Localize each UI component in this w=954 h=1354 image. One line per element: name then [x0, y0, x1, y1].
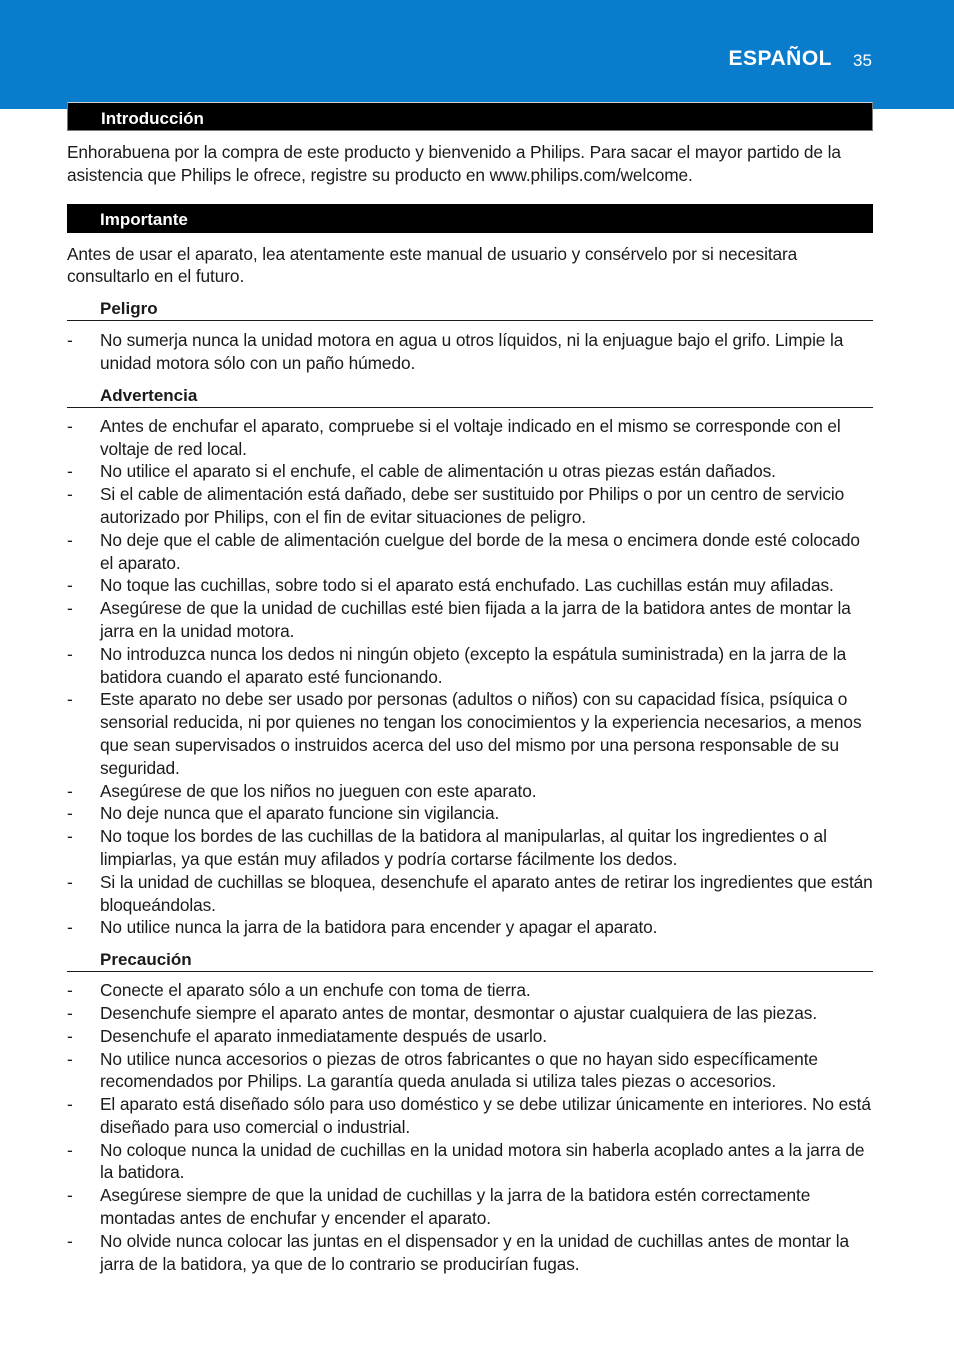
- advertencia-list: [67, 415, 873, 939]
- list-item: [67, 529, 875, 575]
- bullet-dash: -: [67, 780, 73, 801]
- subsection-title-peligro: Peligro: [67, 296, 873, 321]
- list-item: [67, 329, 875, 375]
- bullet-dash: -: [67, 980, 73, 1001]
- precaucion-list: [67, 979, 873, 1275]
- list-item-text: No sumerja nunca la unidad motora en agua u otros líquidos, ni la enjuague bajo el grifo. Limpie la unidad motora sólo con un paño húmedo.: [100, 330, 844, 373]
- bullet-dash: -: [67, 1230, 73, 1251]
- list-item-text: Asegúrese siempre de que la unidad de cuchillas y la jarra de la batidora estén correctamente montadas antes de enchufar y encender el aparato.: [100, 1185, 811, 1229]
- bullet-dash: -: [67, 529, 73, 550]
- section-title-introduccion: Introducción: [67, 102, 873, 131]
- list-item-text: No introduzca nunca los dedos ni ningún objeto (excepto la espátula suministrada) en la jarra de la batidora cuando el aparato esté funcionando.: [100, 643, 847, 687]
- intro-paragraph: Enhorabuena por la compra de este producto y bienvenido a Philips. Para sacar el mayor partido de la asistencia que Philips le ofrece, registre su producto en www.philips.com/welcome.: [67, 142, 841, 185]
- list-item-text: No utilice el aparato si el enchufe, el cable de alimentación u otras piezas están dañados.: [100, 461, 776, 482]
- important-paragraph: Antes de usar el aparato, lea atentamente este manual de usuario y consérvelo por si necesitara consultarlo en el futuro.: [67, 243, 798, 287]
- list-item-text: Antes de enchufar el aparato, compruebe si el voltaje indicado en el mismo se corresponde con el voltaje de red local.: [100, 415, 841, 459]
- list-item: [67, 1025, 875, 1048]
- list-item-text: No olvide nunca colocar las juntas en el dispensador y en la unidad de cuchillas antes de montar la jarra de la batidora, ya que de lo contrario se producirían fugas.: [100, 1230, 850, 1274]
- bullet-dash: -: [67, 689, 73, 710]
- list-item-text: Asegúrese de que los niños no jueguen con este aparato.: [100, 780, 537, 801]
- bullet-dash: -: [67, 598, 73, 619]
- list-item-text: No deje que el cable de alimentación cuelgue del borde de la mesa o encimera donde esté colocado el aparato.: [100, 529, 860, 573]
- list-item-text: El aparato está diseñado sólo para uso doméstico y se debe utilizar únicamente en interiores. No está diseñado para uso comercial o industrial.: [100, 1094, 871, 1137]
- list-item: [67, 871, 875, 917]
- list-item: [67, 1184, 875, 1230]
- list-item: [67, 979, 875, 1002]
- bullet-dash: -: [67, 484, 73, 505]
- subsection-title-precaucion: Precaución: [67, 947, 873, 972]
- bullet-dash: -: [67, 917, 73, 938]
- list-item: [67, 643, 875, 689]
- list-item: [67, 1139, 875, 1185]
- bullet-dash: -: [67, 643, 73, 664]
- bullet-dash: -: [67, 803, 73, 824]
- list-item-text: No toque las cuchillas, sobre todo si el aparato está enchufado. Las cuchillas están muy afiladas.: [100, 575, 834, 596]
- bullet-dash: -: [67, 1002, 73, 1023]
- list-item: [67, 1093, 875, 1139]
- list-item: [67, 1230, 875, 1276]
- list-item: [67, 460, 875, 483]
- list-item: [67, 1002, 875, 1025]
- list-item: [67, 916, 875, 939]
- bullet-dash: -: [67, 1048, 73, 1069]
- list-item-text: Asegúrese de que la unidad de cuchillas esté bien fijada a la jarra de la batidora antes de montar la jarra en la unidad motora.: [100, 598, 851, 641]
- header-bar: [0, 0, 954, 109]
- list-item: [67, 780, 875, 803]
- list-item-text: No utilice nunca la jarra de la batidora para encender y apagar el aparato.: [100, 917, 658, 938]
- page-number: 35: [853, 51, 872, 70]
- list-item-text: Si el cable de alimentación está dañado, debe ser sustituido por Philips o por un centro de servicio autorizado por Philips, con el fin de evitar situaciones de peligro.: [100, 484, 845, 527]
- list-item-text: No coloque nunca la unidad de cuchillas en la unidad motora sin haberla acoplado antes a la jarra de la batidora.: [100, 1139, 865, 1183]
- bullet-dash: -: [67, 1139, 73, 1160]
- list-item: [67, 597, 875, 643]
- language-label: ESPAÑOL: [728, 47, 832, 70]
- bullet-dash: -: [67, 415, 73, 436]
- list-item-text: Este aparato no debe ser usado por personas (adultos o niños) con su capacidad física, psíquica o sensorial reducida, ni por quienes no tengan los conocimientos y la experiencia necesarios, a menos que sean supervisados o instruidos acerca del uso del mismo por una persona responsable de su seguridad.: [100, 689, 862, 778]
- section-title-importante: Importante: [67, 204, 873, 233]
- subsection-title-advertencia: Advertencia: [67, 383, 873, 408]
- page-content: [67, 102, 873, 1275]
- list-item-text: Si la unidad de cuchillas se bloquea, desenchufe el aparato antes de retirar los ingredientes que están bloqueándolas.: [100, 871, 873, 915]
- list-item: [67, 483, 875, 529]
- bullet-dash: -: [67, 1025, 73, 1046]
- list-item-text: Conecte el aparato sólo a un enchufe con toma de tierra.: [100, 980, 531, 1001]
- bullet-dash: -: [67, 871, 73, 892]
- bullet-dash: -: [67, 826, 73, 847]
- list-item-text: No deje nunca que el aparato funcione sin vigilancia.: [100, 803, 500, 824]
- peligro-list: [67, 329, 873, 375]
- list-item: [67, 688, 875, 779]
- list-item: [67, 415, 875, 461]
- bullet-dash: -: [67, 1185, 73, 1206]
- list-item-text: Desenchufe el aparato inmediatamente después de usarlo.: [100, 1025, 547, 1046]
- bullet-dash: -: [67, 461, 73, 482]
- list-item: [67, 1048, 875, 1094]
- list-item: [67, 825, 875, 871]
- list-item-text: No utilice nunca accesorios o piezas de otros fabricantes o que no hayan sido específicamente recomendados por Philips. La garantía queda anulada si utiliza tales piezas o accesorios.: [100, 1048, 818, 1092]
- bullet-dash: -: [67, 575, 73, 596]
- list-item-text: No toque los bordes de las cuchillas de la batidora al manipularlas, al quitar los ingredientes o al limpiarlas, ya que están muy afilados y podría cortarse fácilmente los dedos.: [100, 826, 827, 869]
- bullet-dash: -: [67, 1094, 73, 1115]
- list-item: [67, 574, 875, 597]
- list-item-text: Desenchufe siempre el aparato antes de montar, desmontar o ajustar cualquiera de las piezas.: [100, 1002, 818, 1023]
- bullet-dash: -: [67, 330, 73, 351]
- list-item: [67, 802, 875, 825]
